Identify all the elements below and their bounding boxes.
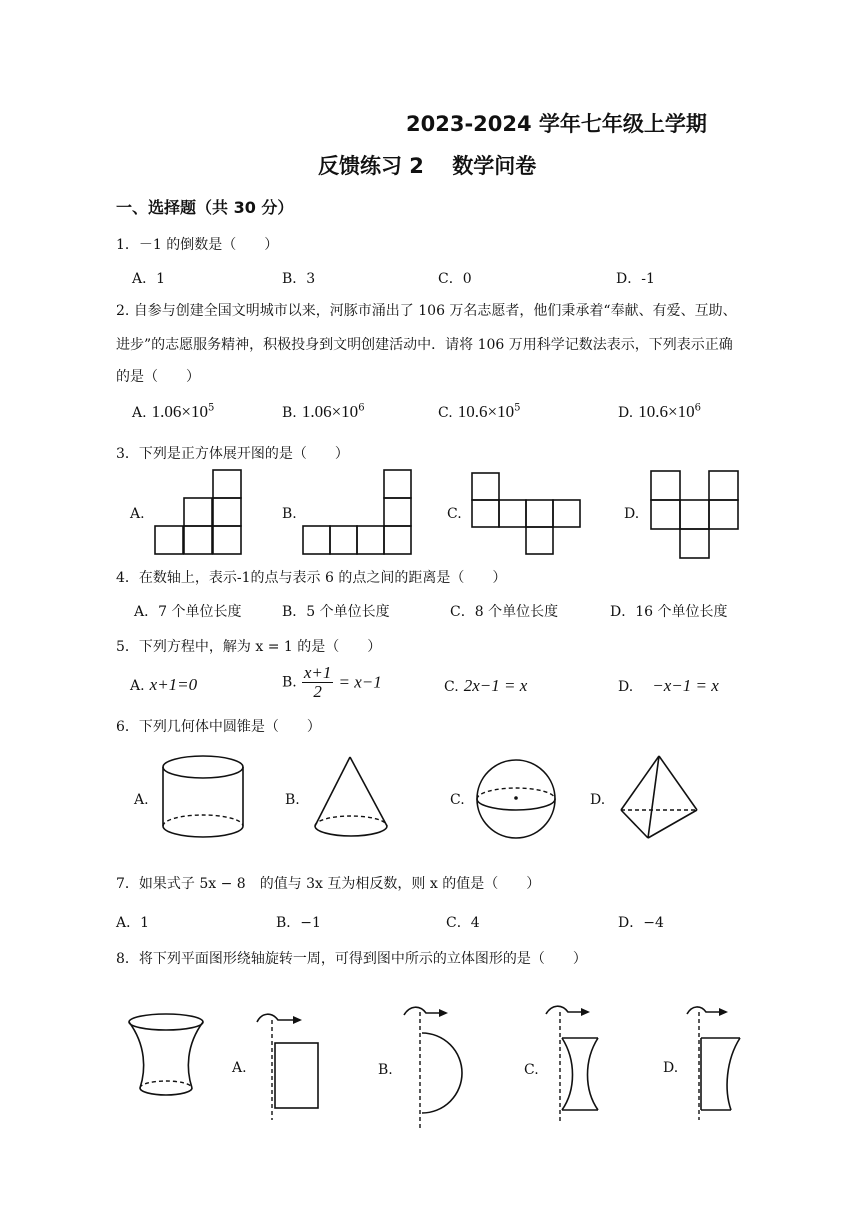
q1-option-a: A．1 xyxy=(132,271,166,287)
paper-title-line2: 反馈练习 2 数学问卷 xyxy=(318,154,537,178)
q7-option-b: B．−1 xyxy=(276,915,321,931)
q7-option-c: C．4 xyxy=(446,915,480,931)
q3-option-b-label: B. xyxy=(282,506,297,522)
q3-option-a-label: A. xyxy=(130,506,145,522)
q4-option-b: B．5 个单位长度 xyxy=(282,604,390,620)
question-2-line1: 2. 自参与创建全国文明城市以来，河豚市涌出了 106 万名志愿者，他们秉承着“奉献、有爱、互助、 xyxy=(116,303,737,319)
q7-option-a: A．1 xyxy=(116,915,150,931)
q3-option-d-label: D. xyxy=(624,506,640,522)
q2-option-a-label: A. xyxy=(132,405,147,421)
question-1-stem: 1．－1 的倒数是（ ） xyxy=(116,237,279,253)
q5-option-a-label: A. xyxy=(130,678,145,694)
q5-option-c-label: C. xyxy=(444,679,459,695)
q5-option-d-expr: −x−1 = x xyxy=(652,676,719,695)
question-5-stem: 5．下列方程中，解为 x = 1 的是（ ） xyxy=(116,639,382,655)
q8-option-b-label: B. xyxy=(378,1062,393,1078)
q6-option-b-label: B. xyxy=(285,792,300,808)
question-6-stem: 6．下列几何体中圆锥是（ ） xyxy=(116,719,321,735)
question-2-line3: 的是（ ） xyxy=(116,369,200,385)
q8-a-figure xyxy=(257,1014,318,1120)
q3-option-c-label: C. xyxy=(447,506,462,522)
q6-option-a-label: A. xyxy=(134,792,149,808)
q8-option-d-label: D. xyxy=(663,1060,679,1076)
q8-option-c-label: C. xyxy=(524,1062,539,1078)
q5-option-b-denominator: 2 xyxy=(313,682,322,701)
q2-option-d-base: 10.6×10 xyxy=(638,402,695,421)
paper-title-line1: 2023-2024 学年七年级上学期 xyxy=(406,112,707,136)
q1-option-b: B．3 xyxy=(282,271,316,287)
q2-option-d-exp: 6 xyxy=(694,402,701,414)
question-2-line2: 进步”的志愿服务精神，积极投身到文明创建活动中．请将 106 万用科学记数法表示，下列表示正确 xyxy=(116,337,733,353)
vase-solid-figure xyxy=(129,1014,203,1095)
q8-option-a-label: A. xyxy=(232,1060,247,1076)
q2-option-b-exp: 6 xyxy=(358,402,365,414)
q6-option-c-label: C. xyxy=(450,792,465,808)
section-heading: 一、选择题（共 30 分） xyxy=(116,198,294,217)
q2-option-a-base: 1.06×10 xyxy=(151,402,208,421)
question-3-stem: 3．下列是正方体展开图的是（ ） xyxy=(116,446,349,462)
q8-b-figure xyxy=(404,1007,462,1130)
q6-option-d-label: D. xyxy=(590,792,606,808)
q5-option-c-expr: 2x−1 = x xyxy=(463,676,528,695)
q2-option-a-exp: 5 xyxy=(208,402,215,414)
q2-option-c-base: 10.6×10 xyxy=(457,402,515,421)
q5-option-b-rhs: = x−1 xyxy=(338,672,382,692)
q4-option-c: C．8 个单位长度 xyxy=(450,604,559,620)
q2-option-c-label: C. xyxy=(438,405,453,421)
q5-option-a-expr: x+1=0 xyxy=(149,675,198,694)
q1-option-d: D．-1 xyxy=(616,271,655,287)
q2-option-c-exp: 5 xyxy=(514,402,521,414)
q2-option-d-label: D. xyxy=(618,405,634,421)
q1-option-c: C．0 xyxy=(438,271,472,287)
q8-d-figure xyxy=(687,1007,740,1120)
q7-option-d: D．−4 xyxy=(618,915,664,931)
question-4-stem: 4．在数轴上，表示-1的点与表示 6 的点之间的距离是（ ） xyxy=(116,570,507,586)
q5-option-b-numerator: x+1 xyxy=(303,663,332,682)
q4-option-a: A．7 个单位长度 xyxy=(134,604,242,620)
question-8-stem: 8．将下列平面图形绕轴旋转一周，可得到图中所示的立体图形的是（ ） xyxy=(116,951,587,967)
question-7-stem: 7．如果式子 5x − 8 的值与 3x 互为相反数，则 x 的值是（ ） xyxy=(116,876,541,892)
q2-option-b-base: 1.06×10 xyxy=(301,402,359,421)
q5-option-d-label: D. xyxy=(618,679,634,695)
q4-option-d: D．16 个单位长度 xyxy=(610,604,728,620)
q2-option-b-label: B. xyxy=(282,405,297,421)
q5-option-b-label: B. xyxy=(282,674,297,691)
q8-c-figure xyxy=(546,1006,598,1122)
